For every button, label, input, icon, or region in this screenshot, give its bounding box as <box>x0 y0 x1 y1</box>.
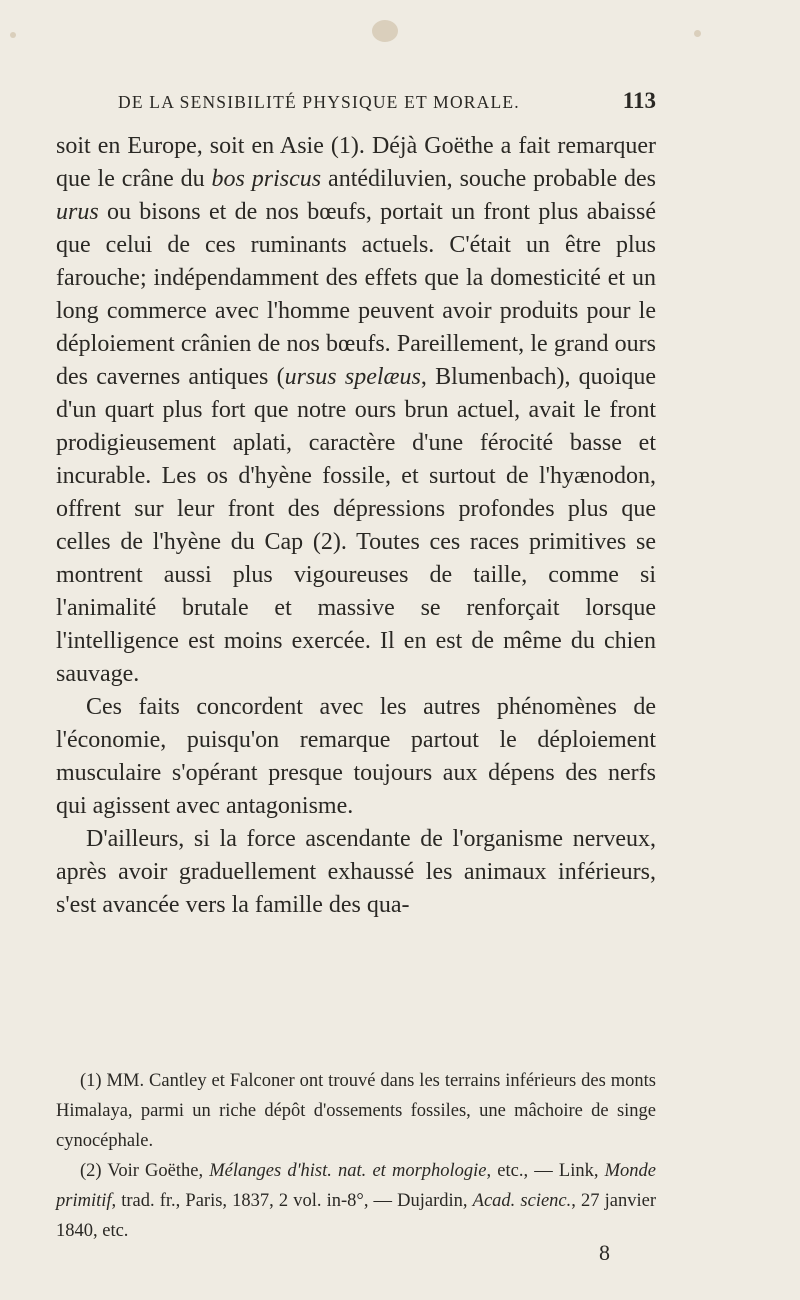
italic-text-run: bos priscus <box>211 166 322 192</box>
footnote <box>56 1156 656 1246</box>
paragraph <box>56 130 656 691</box>
text-run: Ces faits concordent avec les autres phénomènes de l'économie, puisqu'on remarque partout le déploiement musculaire s'opérant presque toujours aux dépens des nerfs qui agissent avec antagonisme. <box>56 694 656 819</box>
text-run: (1) MM. Cantley et Falconer ont trouvé dans les terrains inférieurs des monts Himalaya, parmi un riche dépôt d'ossements fossiles, une mâchoire de singe cynocéphale. <box>56 1071 656 1151</box>
paragraph <box>56 823 656 922</box>
text-run: antédiluvien, souche probable des <box>321 166 656 192</box>
main-text <box>56 130 656 922</box>
footnotes <box>56 1066 656 1246</box>
text-run: , 27 janvier 1840, etc. <box>56 1191 656 1241</box>
italic-text-run: urus <box>56 199 99 225</box>
running-header <box>118 88 656 118</box>
paragraph <box>56 691 656 823</box>
text-run: ou bisons et de nos bœufs, portait un front plus abaissé que celui de ces ruminants actuels. C'était un être plus farouche; indépendamment des effets que la domesticité et un long commerce avec l'homme peuvent avoir produits pour le déploiement crânien de nos bœufs. Pareillement, le grand ours des cavernes antiques ( <box>56 199 656 390</box>
paper-stain <box>372 20 398 42</box>
italic-text-run: Monde primitif <box>56 1161 656 1211</box>
text-run: (2) Voir Goëthe, <box>80 1161 210 1181</box>
italic-text-run: ursus spelæus <box>284 364 421 390</box>
text-run: , trad. fr., Paris, 1837, 2 vol. in-8°, — Dujardin, <box>111 1191 473 1211</box>
signature-mark: 8 <box>599 1240 610 1265</box>
paper-speck <box>694 30 701 37</box>
text-run: soit en Europe, soit en Asie (1). Déjà Goëthe a fait remarquer que le crâne du <box>56 133 656 192</box>
text-run: D'ailleurs, si la force ascendante de l'organisme nerveux, après avoir graduellement exhaussé les animaux inférieurs, s'est avancée vers la famille des qua- <box>56 826 656 918</box>
page-number: 113 <box>622 88 656 113</box>
footnote <box>56 1066 656 1156</box>
text-run: , etc., — Link, <box>486 1161 605 1181</box>
italic-text-run: Acad. scienc. <box>472 1191 572 1211</box>
text-run: , Blumenbach), quoique d'un quart plus fort que notre ours brun actuel, avait le front prodigieusement aplati, caractère d'une férocité basse et incurable. Les os d'hyène fossile, et surtout de l'hyænodon, offrent sur leur front des dépressions profondes plus que celles de l'hyène du Cap (2). Toutes ces races primitives se montrent aussi plus vigoureuses de taille, comme si l'animalité brutale et massive se renforçait lorsque l'intelligence est moins exercée. Il en est de même du chien sauvage. <box>56 364 656 687</box>
running-title: DE LA SENSIBILITÉ PHYSIQUE ET MORALE. <box>118 92 520 112</box>
paper-speck <box>10 32 16 38</box>
italic-text-run: Mélanges d'hist. nat. et morphologie <box>209 1161 487 1181</box>
